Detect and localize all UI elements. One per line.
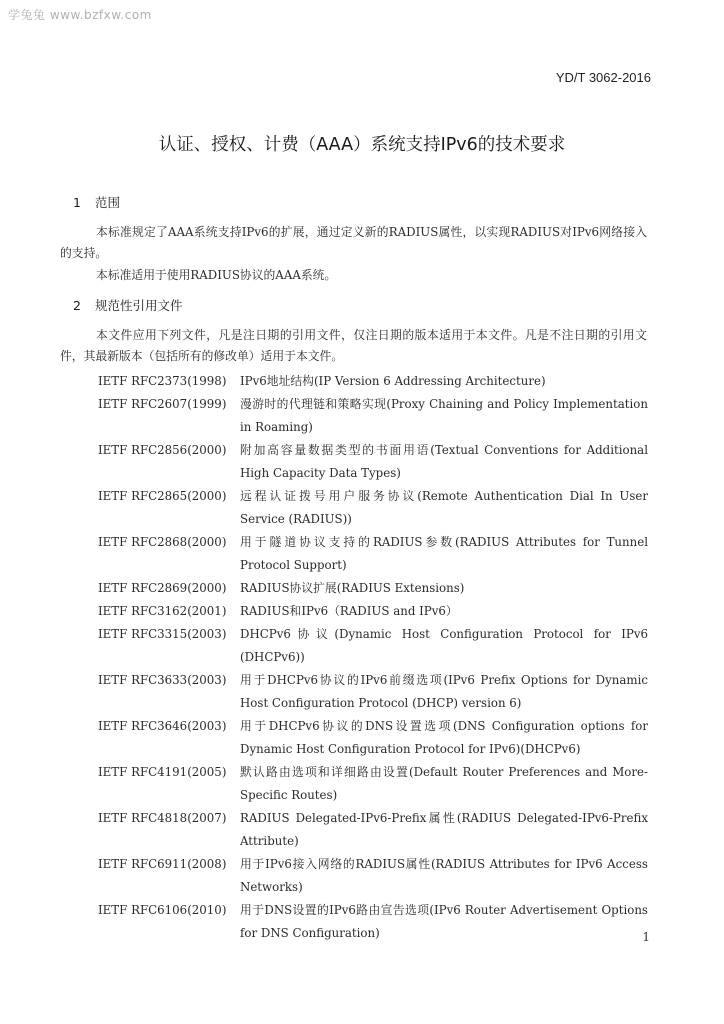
section-heading-normative-references — [73, 296, 183, 314]
reference-item — [98, 393, 648, 439]
watermark: 学兔兔 www.bzfxw.com — [8, 8, 152, 22]
reference-title: 用于DNS设置的IPv6路由宣告选项(IPv6 Router Advertisement Options for DNS Configuration) — [240, 903, 648, 940]
reference-title: RADIUS和IPv6（RADIUS and IPv6） — [240, 604, 458, 618]
reference-item — [98, 577, 648, 600]
paragraph: 本标准适用于使用RADIUS协议的AAA系统。 — [96, 268, 337, 282]
reference-title: 附加高容量数据类型的书面用语(Textual Conventions for Additional High Capacity Data Types) — [240, 443, 648, 480]
reference-title: 漫游时的代理链和策略实现(Proxy Chaining and Policy Implementation in Roaming) — [240, 397, 648, 434]
paragraph: 本文件应用下列文件，凡是注日期的引用文件，仅注日期的版本适用于本文件。凡是不注日期的引用文件，其最新版本（包括所有的修改单）适用于本文件。 — [60, 328, 647, 363]
reference-id: IETF RFC3162(2001) — [98, 604, 227, 618]
reference-id: IETF RFC4191(2005) — [98, 765, 227, 779]
reference-id: IETF RFC3646(2003) — [98, 719, 227, 733]
reference-title: RADIUS协议扩展(RADIUS Extensions) — [240, 581, 465, 595]
reference-title: 用于隧道协议支持的RADIUS参数(RADIUS Attributes for Tunnel Protocol Support) — [240, 535, 648, 572]
reference-title: 用于IPv6接入网络的RADIUS属性(RADIUS Attributes for IPv6 Access Networks) — [240, 857, 648, 894]
reference-item — [98, 485, 648, 531]
reference-item — [98, 899, 648, 945]
reference-title: 远程认证拨号用户服务协议(Remote Authentication Dial In User Service (RADIUS)) — [240, 489, 648, 526]
paragraph: 本标准规定了AAA系统支持IPv6的扩展，通过定义新的RADIUS属性，以实现RADIUS对IPv6网络接入的支持。 — [60, 225, 647, 260]
reference-id: IETF RFC2865(2000) — [98, 489, 227, 503]
reference-item — [98, 669, 648, 715]
reference-title: 用于DHCPv6协议的IPv6前缀选项(IPv6 Prefix Options for Dynamic Host Configuration Protocol (DHCP) version 6) — [240, 673, 648, 710]
reference-list — [98, 370, 648, 945]
reference-title: IPv6地址结构(IP Version 6 Addressing Architecture) — [240, 374, 546, 388]
section-heading-scope — [73, 193, 120, 211]
section-number: 2 — [73, 298, 81, 313]
reference-item — [98, 807, 648, 853]
reference-title: 默认路由选项和详细路由设置(Default Router Preferences and More-Specific Routes) — [240, 765, 648, 802]
reference-item — [98, 623, 648, 669]
reference-id: IETF RFC6911(2008) — [98, 857, 227, 871]
reference-id: IETF RFC3315(2003) — [98, 627, 227, 641]
reference-id: IETF RFC2607(1999) — [98, 397, 227, 411]
reference-id: IETF RFC4818(2007) — [98, 811, 227, 825]
section-title: 规范性引用文件 — [95, 298, 183, 313]
reference-id: IETF RFC2868(2000) — [98, 535, 227, 549]
reference-item — [98, 370, 648, 393]
reference-id: IETF RFC2869(2000) — [98, 581, 227, 595]
reference-item — [98, 439, 648, 485]
section-title: 范围 — [95, 195, 121, 210]
reference-title: 用于DHCPv6协议的DNS设置选项(DNS Configuration options for Dynamic Host Configuration Protocol for IPv6)(DHCPv6) — [240, 719, 648, 756]
reference-id: IETF RFC2373(1998) — [98, 374, 227, 388]
reference-item — [98, 531, 648, 577]
reference-id: IETF RFC6106(2010) — [98, 903, 227, 917]
reference-title: DHCPv6协议(Dynamic Host Configuration Protocol for IPv6 (DHCPv6)) — [240, 627, 648, 664]
reference-item — [98, 761, 648, 807]
reference-title: RADIUS Delegated-IPv6-Prefix属性(RADIUS Delegated-IPv6-Prefix Attribute) — [240, 811, 648, 848]
reference-item — [98, 853, 648, 899]
section-number: 1 — [73, 195, 81, 210]
reference-item — [98, 715, 648, 761]
page-number: 1 — [642, 930, 650, 944]
document-title: 认证、授权、计费（AAA）系统支持IPv6的技术要求 — [158, 135, 566, 155]
standard-code: YD/T 3062-2016 — [555, 70, 651, 85]
reference-item — [98, 600, 648, 623]
reference-id: IETF RFC2856(2000) — [98, 443, 227, 457]
reference-id: IETF RFC3633(2003) — [98, 673, 227, 687]
